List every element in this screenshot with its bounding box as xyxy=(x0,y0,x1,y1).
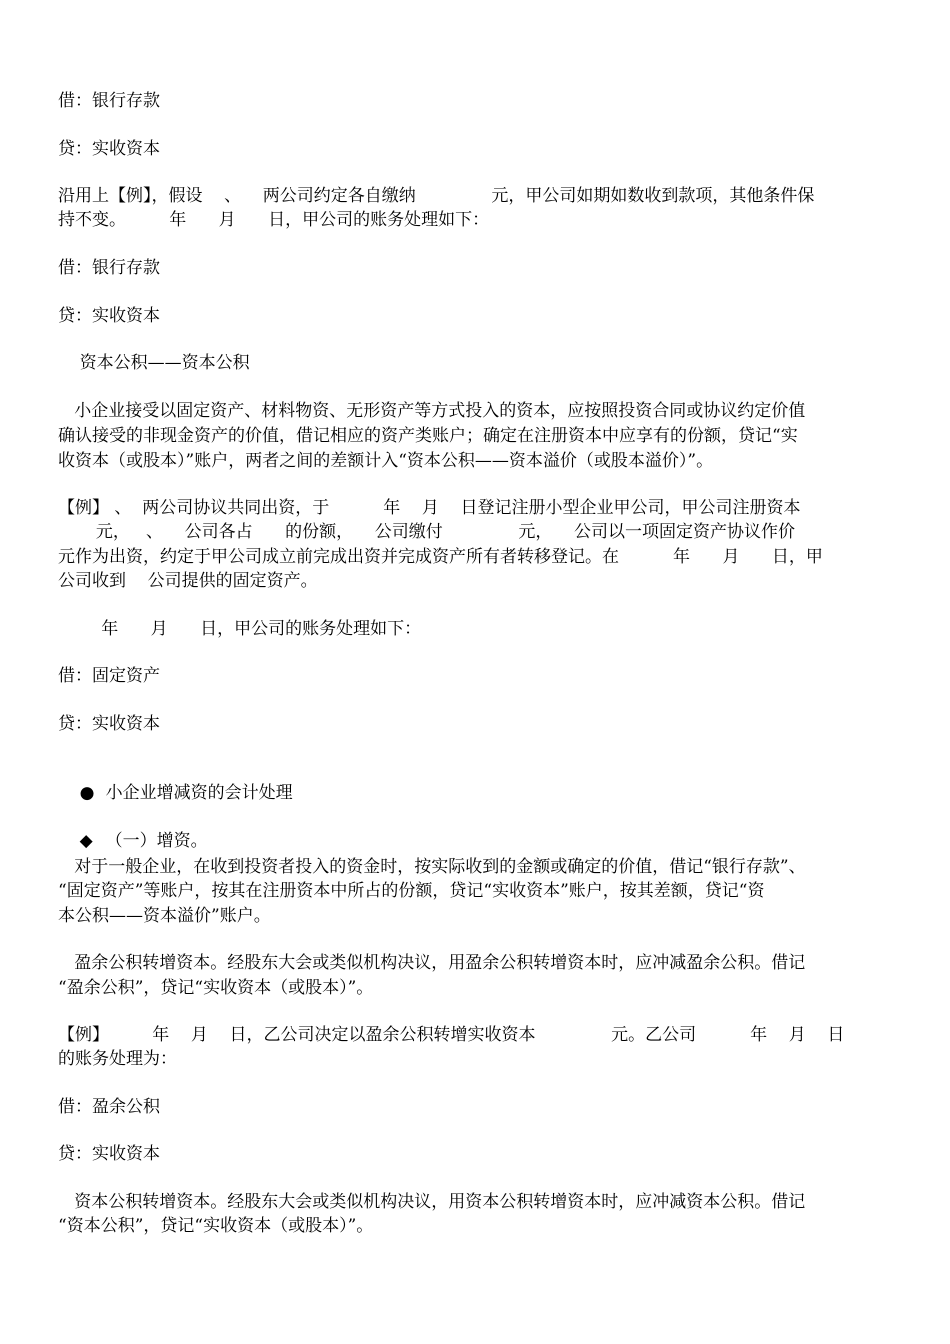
round-bullet-icon: ● xyxy=(79,783,95,803)
general-enterprise-line-3: 本公积——资本溢价”账户。 xyxy=(58,906,271,926)
example-fixed-asset-line-3: 元作为出资，约定于甲公司成立前完成出资并完成资产所有者转移登记。在 年 月 日，甲 xyxy=(58,547,823,567)
credit-paid-in-capital-3: 贷：实收资本 xyxy=(58,714,160,734)
section-heading-capital-reserve: 资本公积——资本公积 xyxy=(58,353,250,373)
example-fixed-asset-line-1: 【例】 、 两公司协议共同出资，于 年 月 日登记注册小型企业甲公司，甲公司注册资本 xyxy=(58,498,801,518)
example-surplus-line-1: 【例】 年 月 日，乙公司决定以盈余公积转增实收资本 元。乙公司 年 月 日 xyxy=(58,1025,845,1045)
noncash-investment-line-3: 收资本（或股本）”账户，两者之间的差额计入“资本公积——资本溢价（或股本溢价）”。 xyxy=(58,451,714,471)
general-enterprise-line-1: 对于一般企业，在收到投资者投入的资金时，按实际收到的金额或确定的价值，借记“银行存款”、 xyxy=(58,857,806,877)
capital-reserve-conversion-line-2: “资本公积”，贷记“实收资本（或股本）”。 xyxy=(58,1216,374,1236)
general-enterprise-line-2: “固定资产”等账户，按其在注册资本中所占的份额，贷记“实收资本”账户，按其差额，贷记“资 xyxy=(58,881,765,901)
bullet-heading-text: 小企业增减资的会计处理 xyxy=(105,783,293,803)
date-entry-line: 年 月 日，甲公司的账务处理如下： xyxy=(58,619,422,639)
debit-surplus-reserve: 借：盈余公积 xyxy=(58,1097,160,1117)
credit-paid-in-capital-2: 贷：实收资本 xyxy=(58,306,160,326)
example-fixed-asset-line-4: 公司收到 公司提供的固定资产。 xyxy=(58,571,318,591)
credit-paid-in-capital-4: 贷：实收资本 xyxy=(58,1144,160,1164)
debit-bank-deposit-1: 借：银行存款 xyxy=(58,91,160,111)
surplus-reserve-conversion-line-2: “盈余公积”，贷记“实收资本（或股本）”。 xyxy=(58,978,374,998)
noncash-investment-line-1: 小企业接受以固定资产、材料物资、无形资产等方式投入的资本，应按照投资合同或协议约定价值 xyxy=(58,401,806,421)
example-surplus-line-2: 的账务处理为： xyxy=(58,1049,177,1069)
debit-fixed-assets: 借：固定资产 xyxy=(58,666,160,686)
example-continued-line-1: 沿用上【例】，假设 、 两公司约定各自缴纳 元，甲公司如期如数收到款项，其他条件保 xyxy=(58,186,815,206)
debit-bank-deposit-2: 借：银行存款 xyxy=(58,258,160,278)
noncash-investment-line-2: 确认接受的非现金资产的价值，借记相应的资产类账户；确定在注册资本中应享有的份额，贷记“实 xyxy=(58,426,798,446)
capital-reserve-conversion-line-1: 资本公积转增资本。经股东大会或类似机构决议，用资本公积转增资本时，应冲减资本公积。借记 xyxy=(58,1192,806,1212)
example-fixed-asset-line-2: 元， 、 公司各占 的份额， 公司缴付 元， 公司以一项固定资产协议作价 xyxy=(58,522,795,542)
diamond-bullet-icon: ◆ xyxy=(79,831,93,851)
example-continued-line-2: 持不变。 年 月 日，甲公司的账务处理如下： xyxy=(58,210,490,230)
surplus-reserve-conversion-line-1: 盈余公积转增资本。经股东大会或类似机构决议，用盈余公积转增资本时，应冲减盈余公积。借记 xyxy=(58,953,806,973)
credit-paid-in-capital-1: 贷：实收资本 xyxy=(58,139,160,159)
bullet-heading-text: （一）增资。 xyxy=(105,831,208,851)
